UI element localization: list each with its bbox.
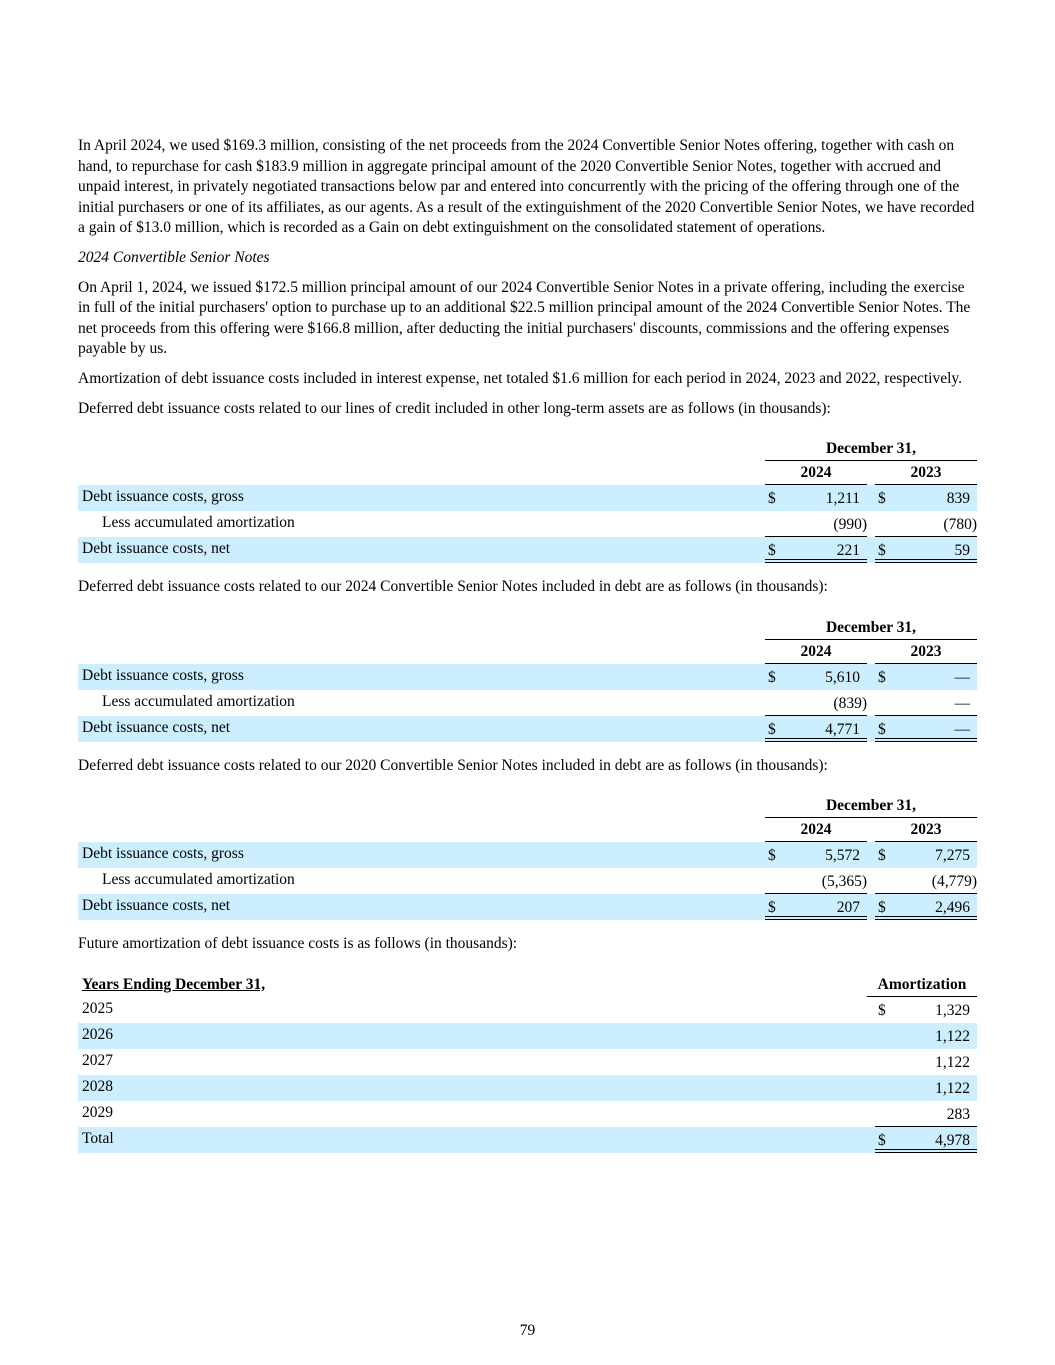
year-header: 2023 xyxy=(875,640,977,664)
currency-symbol: $ xyxy=(768,720,776,738)
column-group-header: December 31, xyxy=(765,794,977,818)
header-row xyxy=(78,794,977,818)
year-header: 2024 xyxy=(765,818,867,842)
value: — xyxy=(954,720,970,738)
value: 5,610 xyxy=(825,668,860,686)
table-row xyxy=(78,664,977,690)
row-label: Less accumulated amortization xyxy=(102,514,295,532)
year-header: 2024 xyxy=(765,640,867,664)
year-label: 2028 xyxy=(82,1077,113,1095)
value-cell xyxy=(765,716,867,742)
table-row xyxy=(78,1049,977,1075)
row-label: Debt issuance costs, net xyxy=(82,718,231,736)
currency-symbol: $ xyxy=(878,668,886,686)
year-row xyxy=(78,818,977,842)
currency-symbol: $ xyxy=(878,847,886,865)
currency-symbol: $ xyxy=(768,899,776,917)
value-cell xyxy=(765,511,867,537)
paragraph: On April 1, 2024, we issued $172.5 million principal amount of our 2024 Convertible Senior Notes in a private offering, including the exercise in full of the initial purchasers' option to purchase up to an additional $22.5 million principal amount of the 2024 Convertible Senior Notes. The net proceeds from this offering were $166.8 million, after deducting the initial purchasers' discounts, commissions and the offering expenses payable by us. xyxy=(78,278,971,358)
value: (839) xyxy=(833,694,867,712)
table-row xyxy=(78,842,977,868)
currency-symbol xyxy=(765,692,768,715)
table-row xyxy=(78,1101,977,1127)
value: 4,771 xyxy=(825,720,860,738)
table-row xyxy=(78,690,977,716)
value-cell xyxy=(875,997,977,1023)
future-amortization-table xyxy=(78,973,977,1153)
value: (4,779) xyxy=(931,873,977,891)
value-cell xyxy=(875,1127,977,1153)
value: 1,122 xyxy=(935,1027,970,1045)
row-label: Less accumulated amortization xyxy=(102,692,295,710)
paragraph: In April 2024, we used $169.3 million, consisting of the net proceeds from the 2024 Convertible Senior Notes offering, together with cash on hand, to repurchase for cash $183.9 million in aggregate principal amount of the 2020 Convertible Senior Notes, together with accrued and unpaid interest, in privately negotiated transactions below par and entered into concurrently with the pricing of the offering through one of the initial purchasers or one of its affiliates, as our agents. As a result of the extinguishment of the 2020 Convertible Senior Notes, we have recorded a gain of $13.0 million, which is recorded as a Gain on debt extinguishment on the consolidated statement of operations. xyxy=(78,137,975,237)
value: 5,572 xyxy=(825,847,860,865)
paragraph: Amortization of debt issuance costs included in interest expense, net totaled $1.6 million for each period in 2024, 2023 and 2022, respectively. xyxy=(78,369,962,387)
year-label: 2026 xyxy=(82,1025,113,1043)
header-row xyxy=(78,616,977,640)
value-cell xyxy=(875,1049,977,1075)
currency-symbol xyxy=(765,513,768,536)
value: 7,275 xyxy=(935,847,970,865)
value-cell xyxy=(765,664,867,690)
value-cell xyxy=(875,511,977,537)
year-row xyxy=(78,461,977,485)
2020-notes-costs-table xyxy=(78,794,977,920)
year-label: 2025 xyxy=(82,999,113,1017)
table-row xyxy=(78,894,977,920)
value: 2,496 xyxy=(935,899,970,917)
value-cell xyxy=(875,690,977,716)
value: — xyxy=(954,694,970,712)
column-header: Years Ending December 31, xyxy=(82,975,266,993)
currency-symbol: $ xyxy=(878,1131,886,1149)
value-cell xyxy=(875,894,977,920)
paragraph: Deferred debt issuance costs related to our 2024 Convertible Senior Notes included in debt are as follows (in thousands): xyxy=(78,578,828,596)
2024-notes-costs-table xyxy=(78,616,977,742)
year-header: 2023 xyxy=(875,461,977,485)
currency-symbol xyxy=(875,513,878,536)
row-label: Debt issuance costs, gross xyxy=(82,845,244,863)
table-row xyxy=(78,537,977,563)
lines-of-credit-costs-table xyxy=(78,437,977,563)
value-cell xyxy=(765,842,867,868)
value-cell xyxy=(765,894,867,920)
value: 1,122 xyxy=(935,1079,970,1097)
row-label: Debt issuance costs, gross xyxy=(82,666,244,684)
header-row xyxy=(78,437,977,461)
table-row xyxy=(78,997,977,1023)
table-row xyxy=(78,511,977,537)
currency-symbol xyxy=(875,870,878,893)
paragraph: Deferred debt issuance costs related to our lines of credit included in other long-term assets are as follows (in thousands): xyxy=(78,399,831,417)
value-cell xyxy=(875,1023,977,1049)
value: 1,329 xyxy=(935,1001,970,1019)
currency-symbol xyxy=(875,1103,878,1126)
value: (5,365) xyxy=(821,873,867,891)
table-row xyxy=(78,868,977,894)
value: 207 xyxy=(836,899,860,917)
year-header: 2023 xyxy=(875,818,977,842)
column-group-header: December 31, xyxy=(765,437,977,461)
column-group-header: December 31, xyxy=(765,616,977,640)
value: — xyxy=(954,668,970,686)
currency-symbol xyxy=(875,1077,878,1101)
value-cell xyxy=(875,716,977,742)
row-label: Debt issuance costs, net xyxy=(82,897,231,915)
year-label: 2027 xyxy=(82,1051,113,1069)
value-cell xyxy=(875,485,977,511)
value-cell xyxy=(875,537,977,563)
table-row xyxy=(78,485,977,511)
currency-symbol: $ xyxy=(878,1001,886,1019)
year-header: 2024 xyxy=(765,461,867,485)
value: 283 xyxy=(946,1105,970,1123)
table-row xyxy=(78,1075,977,1101)
currency-symbol: $ xyxy=(878,542,886,560)
currency-symbol xyxy=(765,870,768,893)
currency-symbol xyxy=(875,1025,878,1049)
year-label: Total xyxy=(82,1129,114,1147)
value-cell xyxy=(875,1075,977,1101)
value-cell xyxy=(875,842,977,868)
value-cell xyxy=(765,485,867,511)
row-label: Debt issuance costs, gross xyxy=(82,488,244,506)
currency-symbol xyxy=(875,1051,878,1075)
value-cell xyxy=(765,537,867,563)
paragraph: Deferred debt issuance costs related to our 2020 Convertible Senior Notes included in debt are as follows (in thousands): xyxy=(78,756,828,774)
value-cell xyxy=(765,868,867,894)
currency-symbol: $ xyxy=(768,542,776,560)
row-label: Less accumulated amortization xyxy=(102,871,295,889)
table-row xyxy=(78,716,977,742)
currency-symbol: $ xyxy=(768,847,776,865)
value: (780) xyxy=(943,516,977,534)
value-cell xyxy=(765,690,867,716)
currency-symbol: $ xyxy=(768,490,776,508)
currency-symbol xyxy=(875,692,878,715)
currency-symbol: $ xyxy=(878,899,886,917)
table-row xyxy=(78,1023,977,1049)
page-number: 79 xyxy=(519,1322,536,1339)
value: 4,978 xyxy=(935,1131,970,1149)
table-row xyxy=(78,1127,977,1153)
value: 839 xyxy=(946,490,970,508)
value: (990) xyxy=(833,516,867,534)
currency-symbol: $ xyxy=(768,668,776,686)
value: 1,122 xyxy=(935,1053,970,1071)
year-row xyxy=(78,640,977,664)
value-cell xyxy=(875,868,977,894)
section-heading: 2024 Convertible Senior Notes xyxy=(78,248,270,266)
column-header: Amortization xyxy=(867,973,977,997)
currency-symbol: $ xyxy=(878,720,886,738)
value: 59 xyxy=(954,542,970,560)
value: 221 xyxy=(836,542,860,560)
row-label: Debt issuance costs, net xyxy=(82,540,231,558)
paragraph: Future amortization of debt issuance costs is as follows (in thousands): xyxy=(78,935,518,953)
year-label: 2029 xyxy=(82,1103,113,1121)
value-cell xyxy=(875,1101,977,1127)
value-cell xyxy=(875,664,977,690)
currency-symbol: $ xyxy=(878,490,886,508)
value: 1,211 xyxy=(825,490,860,508)
